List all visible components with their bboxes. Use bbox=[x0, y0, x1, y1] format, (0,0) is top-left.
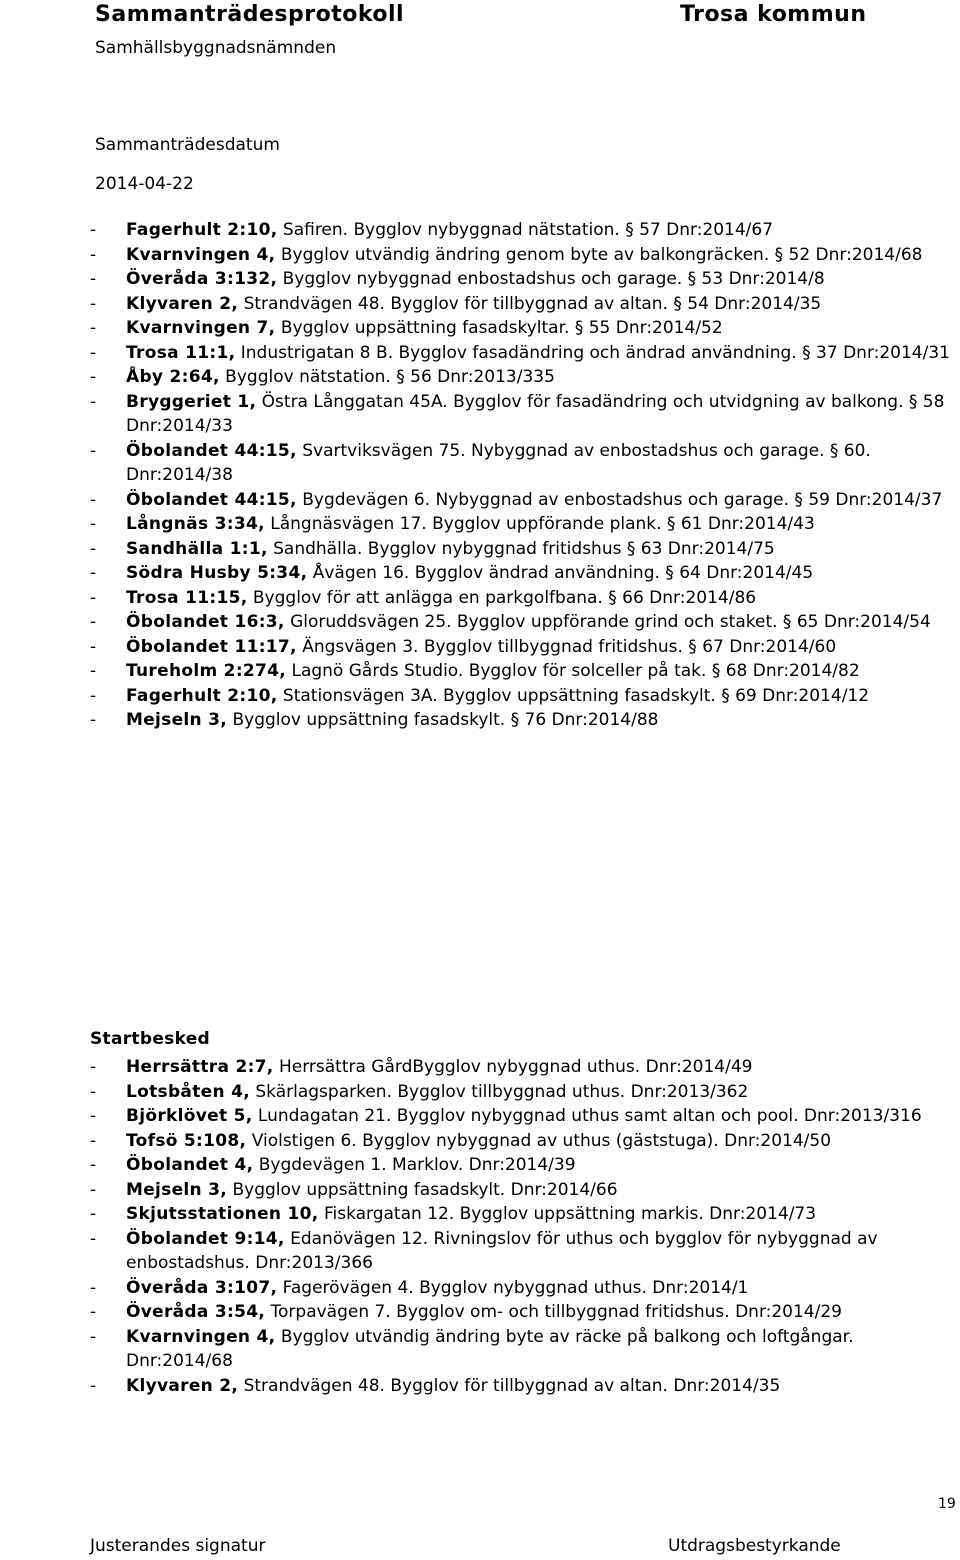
item-text: Bygglov för att anlägga en parkgolfbana. § 66 Dnr:2014/86 bbox=[247, 587, 757, 608]
property-name: Bryggeriet 1, bbox=[126, 391, 257, 412]
list-item bbox=[90, 243, 950, 268]
property-name: Mejseln 3, bbox=[126, 710, 228, 730]
property-name: Klyvaren 2, bbox=[126, 293, 239, 314]
property-name: Kvarnvingen 4, bbox=[126, 1326, 276, 1347]
list-item bbox=[90, 635, 950, 660]
item-text: Bygdevägen 6. Nybyggnad av enbostadshus och garage. § 59 Dnr:2014/37 bbox=[296, 489, 943, 510]
item-text: Bygdevägen 1. Marklov. Dnr:2014/39 bbox=[253, 1155, 576, 1175]
list-item bbox=[90, 561, 950, 586]
list-item bbox=[90, 659, 950, 684]
item-text: Industrigatan 8 B. Bygglov fasadändring och ändrad användning. § 37 Dnr:2014/31 bbox=[235, 342, 950, 363]
list-item bbox=[90, 1104, 950, 1129]
item-text: Strandvägen 48. Bygglov för tillbyggnad av altan. § 54 Dnr:2014/35 bbox=[238, 293, 822, 314]
property-name: Fagerhult 2:10, bbox=[126, 220, 278, 240]
item-text: Lagnö Gårds Studio. Bygglov för solceller på tak. § 68 Dnr:2014/82 bbox=[286, 661, 860, 681]
item-text: Långnäsvägen 17. Bygglov uppförande plank. § 61 Dnr:2014/43 bbox=[264, 514, 815, 534]
page-number: 19 bbox=[938, 1496, 956, 1512]
list-item bbox=[90, 684, 950, 709]
item-text: Torpavägen 7. Bygglov om- och tillbyggnad fritidshus. Dnr:2014/29 bbox=[265, 1302, 842, 1322]
meeting-date-label: Sammanträdesdatum bbox=[95, 135, 280, 155]
property-name: Överåda 3:107, bbox=[126, 1277, 278, 1298]
item-text: Bygglov uppsättning fasadskylt. § 76 Dnr:2014/88 bbox=[227, 710, 659, 730]
list-item bbox=[90, 1202, 950, 1227]
property-name: Åby 2:64, bbox=[126, 367, 220, 387]
property-name: Trosa 11:1, bbox=[126, 342, 236, 363]
list-item bbox=[90, 586, 950, 611]
property-name: Långnäs 3:34, bbox=[126, 514, 265, 534]
list-item bbox=[90, 341, 950, 366]
list-item bbox=[90, 365, 950, 390]
item-text: Strandvägen 48. Bygglov för tillbyggnad av altan. Dnr:2014/35 bbox=[238, 1375, 781, 1396]
list-item bbox=[90, 1374, 950, 1399]
signature-label: Justerandes signatur bbox=[90, 1536, 266, 1556]
item-text: Östra Långgatan 45A. Bygglov för fasadändring och utvidgning av balkong. § 58 Dnr:2014/33 bbox=[126, 391, 945, 436]
property-name: Öbolandet 44:15, bbox=[126, 440, 297, 461]
item-text: Fiskargatan 12. Bygglov uppsättning markis. Dnr:2014/73 bbox=[318, 1204, 817, 1224]
list-item bbox=[90, 1227, 950, 1276]
startbesked-heading: Startbesked bbox=[90, 1029, 211, 1049]
committee-name: Samhällsbyggnadsnämnden bbox=[95, 38, 337, 58]
bygglov-list bbox=[90, 218, 950, 733]
list-item bbox=[90, 1325, 950, 1374]
item-text: Edanövägen 12. Rivningslov för uthus och bygglov för nybyggnad av enbostadshus. Dnr:2013/366 bbox=[126, 1228, 878, 1273]
property-name: Öbolandet 44:15, bbox=[126, 489, 297, 510]
item-text: Fagerövägen 4. Bygglov nybyggnad uthus. Dnr:2014/1 bbox=[277, 1277, 749, 1298]
list-item bbox=[90, 488, 950, 513]
property-name: Klyvaren 2, bbox=[126, 1375, 239, 1396]
property-name: Mejseln 3, bbox=[126, 1179, 228, 1200]
item-text: Ängsvägen 3. Bygglov tillbyggnad fritidshus. § 67 Dnr:2014/60 bbox=[296, 636, 837, 657]
list-item bbox=[90, 1300, 950, 1325]
item-text: Åvägen 16. Bygglov ändrad användning. § 64 Dnr:2014/45 bbox=[307, 563, 814, 583]
item-text: Bygglov nybyggnad enbostadshus och garage. § 53 Dnr:2014/8 bbox=[277, 269, 825, 289]
list-item bbox=[90, 537, 950, 562]
list-item bbox=[90, 1129, 950, 1154]
list-item bbox=[90, 512, 950, 537]
property-name: Överåda 3:132, bbox=[126, 269, 278, 289]
list-item bbox=[90, 610, 950, 635]
property-name: Herrsättra 2:7, bbox=[126, 1057, 274, 1077]
property-name: Kvarnvingen 7, bbox=[126, 318, 276, 338]
item-text: Bygglov utvändig ändring byte av räcke på balkong och loftgångar. Dnr:2014/68 bbox=[126, 1326, 854, 1371]
item-text: Stationsvägen 3A. Bygglov uppsättning fasadskylt. § 69 Dnr:2014/12 bbox=[277, 685, 870, 706]
property-name: Kvarnvingen 4, bbox=[126, 244, 276, 265]
item-text: Herrsättra GårdBygglov nybyggnad uthus. Dnr:2014/49 bbox=[273, 1057, 753, 1077]
property-name: Öbolandet 11:17, bbox=[126, 636, 297, 657]
list-item bbox=[90, 1276, 950, 1301]
property-name: Öbolandet 16:3, bbox=[126, 612, 285, 632]
list-item bbox=[90, 316, 950, 341]
list-item bbox=[90, 1080, 950, 1105]
property-name: Tureholm 2:274, bbox=[126, 661, 287, 681]
item-text: Svartviksvägen 75. Nybyggnad av enbostadshus och garage. § 60. Dnr:2014/38 bbox=[126, 440, 871, 485]
property-name: Öbolandet 4, bbox=[126, 1155, 254, 1175]
list-item bbox=[90, 708, 950, 733]
list-item bbox=[90, 1153, 950, 1178]
item-text: Lundagatan 21. Bygglov nybyggnad uthus samt altan och pool. Dnr:2013/316 bbox=[252, 1106, 922, 1126]
meeting-date: 2014-04-22 bbox=[95, 174, 194, 194]
certification-label: Utdragsbestyrkande bbox=[668, 1536, 841, 1556]
property-name: Tofsö 5:108, bbox=[126, 1130, 247, 1151]
item-text: Sandhälla. Bygglov nybyggnad fritidshus § 63 Dnr:2014/75 bbox=[267, 538, 775, 559]
property-name: Sandhälla 1:1, bbox=[126, 538, 268, 559]
list-item bbox=[90, 292, 950, 317]
property-name: Trosa 11:15, bbox=[126, 587, 248, 608]
list-item bbox=[90, 1178, 950, 1203]
item-text: Bygglov utvändig ändring genom byte av balkongräcken. § 52 Dnr:2014/68 bbox=[275, 244, 923, 265]
item-text: Bygglov uppsättning fasadskyltar. § 55 Dnr:2014/52 bbox=[275, 318, 723, 338]
item-text: Bygglov nätstation. § 56 Dnr:2013/335 bbox=[219, 367, 555, 387]
item-text: Gloruddsvägen 25. Bygglov uppförande grind och staket. § 65 Dnr:2014/54 bbox=[284, 612, 931, 632]
municipality-name: Trosa kommun bbox=[680, 2, 867, 27]
property-name: Lotsbåten 4, bbox=[126, 1081, 250, 1102]
item-text: Skärlagsparken. Bygglov tillbyggnad uthus. Dnr:2013/362 bbox=[249, 1081, 749, 1102]
list-item bbox=[90, 390, 950, 439]
property-name: Södra Husby 5:34, bbox=[126, 563, 308, 583]
list-item bbox=[90, 267, 950, 292]
property-name: Skjutsstationen 10, bbox=[126, 1204, 319, 1224]
document-title: Sammanträdesprotokoll bbox=[95, 2, 405, 27]
property-name: Fagerhult 2:10, bbox=[126, 685, 278, 706]
list-item bbox=[90, 1055, 950, 1080]
startbesked-list bbox=[90, 1055, 950, 1398]
property-name: Öbolandet 9:14, bbox=[126, 1228, 285, 1249]
list-item bbox=[90, 439, 950, 488]
property-name: Björklövet 5, bbox=[126, 1106, 253, 1126]
item-text: Bygglov uppsättning fasadskylt. Dnr:2014/66 bbox=[227, 1179, 618, 1200]
item-text: Safiren. Bygglov nybyggnad nätstation. § 57 Dnr:2014/67 bbox=[277, 220, 774, 240]
property-name: Överåda 3:54, bbox=[126, 1302, 266, 1322]
list-item bbox=[90, 218, 950, 243]
item-text: Violstigen 6. Bygglov nybyggnad av uthus (gäststuga). Dnr:2014/50 bbox=[246, 1130, 832, 1151]
